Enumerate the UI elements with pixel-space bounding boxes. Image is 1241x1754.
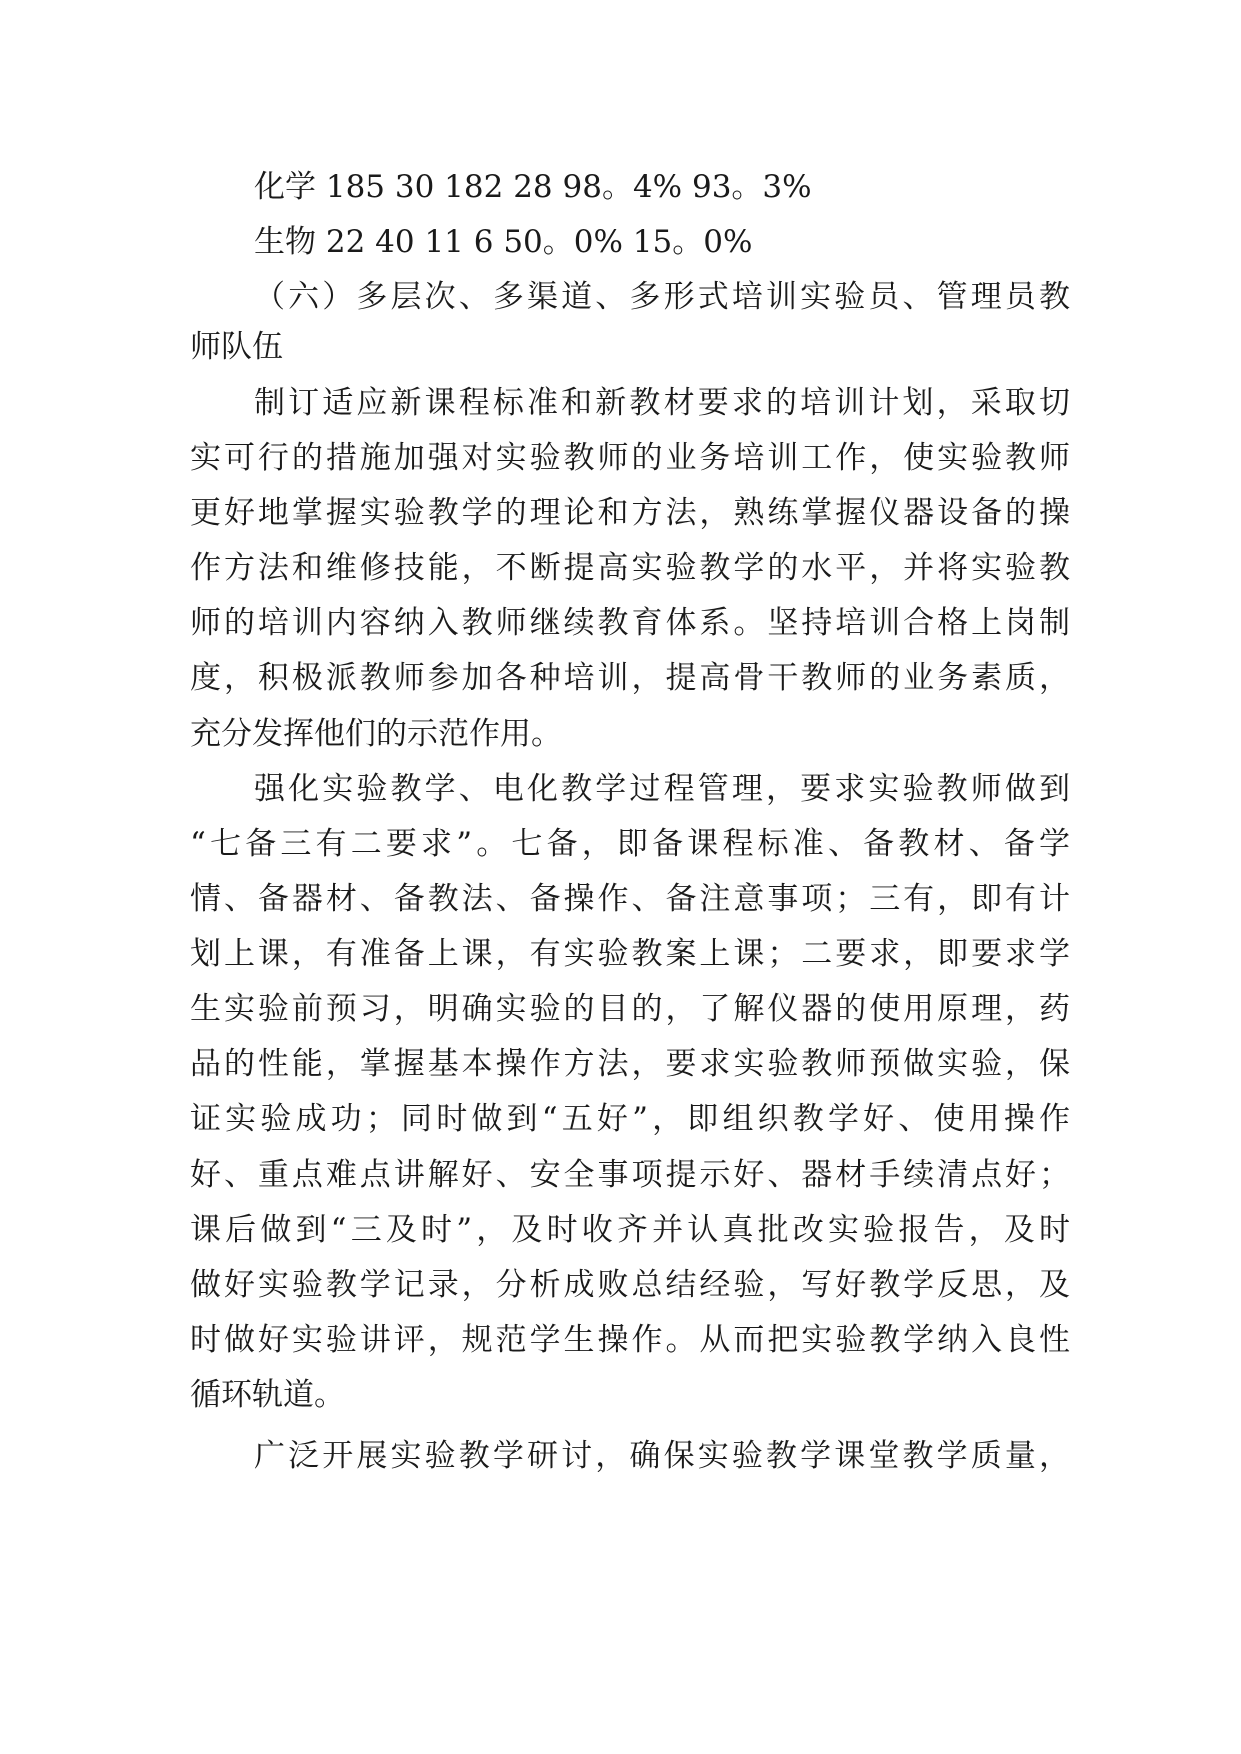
text-line: 做好实验教学记录，分析成败总结经验，写好教学反思，及 (190, 1267, 1070, 1303)
text-line: 时做好实验讲评，规范学生操作。从而把实验教学纳入良性 (190, 1322, 1070, 1358)
text-line: 更好地掌握实验教学的理论和方法，熟练掌握仪器设备的操 (190, 495, 1070, 531)
text-line: 强化实验教学、电化教学过程管理，要求实验教师做到 (254, 771, 1070, 807)
text-line: 证实验成功；同时做到“五好”，即组织教学好、使用操作 (190, 1101, 1070, 1137)
text-line: 循环轨道。 (190, 1377, 345, 1413)
text-line: 充分发挥他们的示范作用。 (190, 716, 562, 752)
text-line: 品的性能，掌握基本操作方法，要求实验教师预做实验，保 (190, 1046, 1070, 1082)
text-line: 生物 22 40 11 6 50。0% 15。0% (254, 224, 753, 260)
text-line: 化学 185 30 182 28 98。4% 93。3% (254, 169, 812, 205)
text-line: 度，积极派教师参加各种培训，提高骨干教师的业务素质， (190, 660, 1070, 696)
text-line: 划上课，有准备上课，有实验教案上课；二要求，即要求学 (190, 936, 1070, 972)
text-line: 好、重点难点讲解好、安全事项提示好、器材手续清点好； (190, 1157, 1070, 1193)
text-line: 广泛开展实验教学研讨，确保实验教学课堂教学质量， (254, 1438, 1070, 1474)
text-line: 师队伍 (190, 329, 283, 365)
text-line: 实可行的措施加强对实验教师的业务培训工作，使实验教师 (190, 440, 1070, 476)
text-line: 制订适应新课程标准和新教材要求的培训计划，采取切 (254, 385, 1070, 421)
text-line: 情、备器材、备教法、备操作、备注意事项；三有，即有计 (190, 881, 1070, 917)
text-line: “七备三有二要求”。七备，即备课程标准、备教材、备学 (190, 826, 1070, 862)
text-line: 生实验前预习，明确实验的目的，了解仪器的使用原理，药 (190, 991, 1070, 1027)
text-line: （六）多层次、多渠道、多形式培训实验员、管理员教 (254, 279, 1070, 315)
text-line: 师的培训内容纳入教师继续教育体系。坚持培训合格上岗制 (190, 605, 1070, 641)
text-line: 课后做到“三及时”，及时收齐并认真批改实验报告，及时 (190, 1212, 1070, 1248)
text-line: 作方法和维修技能，不断提高实验教学的水平，并将实验教 (190, 550, 1070, 586)
